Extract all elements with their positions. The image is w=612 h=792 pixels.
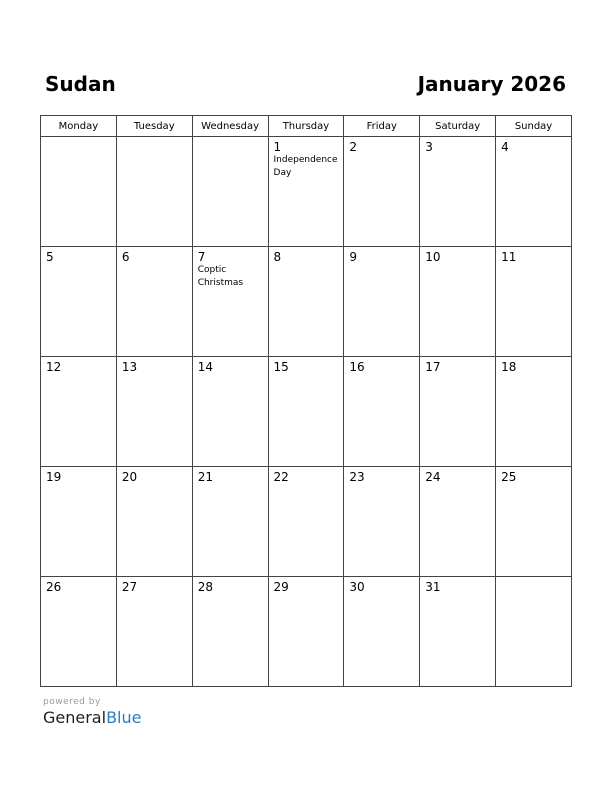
day-number: 14: [197, 360, 213, 374]
day-cell: [268, 577, 344, 687]
day-cell: [41, 357, 117, 467]
day-cell: [192, 467, 268, 577]
day-number: 5: [46, 250, 54, 264]
holiday-label: Coptic Christmas: [197, 265, 244, 288]
weekday-header: Tuesday: [116, 116, 192, 137]
day-number: 13: [121, 360, 138, 374]
week-row: [41, 467, 572, 577]
day-cell: [116, 577, 192, 687]
weekday-header: Monday: [41, 116, 117, 137]
day-number: 10: [425, 250, 441, 264]
day-number: 19: [46, 470, 62, 484]
day-cell: [41, 137, 117, 247]
weekday-header: Friday: [344, 116, 420, 137]
day-number: 1: [273, 140, 282, 154]
weekday-header: Wednesday: [192, 116, 268, 137]
day-number: 6: [121, 250, 130, 264]
day-number: 31: [425, 580, 441, 594]
day-cell: [496, 247, 572, 357]
powered-by-label: powered by: [43, 697, 101, 707]
brand-logo[interactable]: [43, 708, 141, 728]
weekday-header-row: [41, 116, 572, 137]
day-cell: [268, 137, 344, 247]
day-cell: [192, 137, 268, 247]
weekday-header: Sunday: [496, 116, 572, 137]
day-cell: [496, 357, 572, 467]
day-number: 3: [425, 140, 433, 154]
day-cell: [420, 357, 496, 467]
day-number: 11: [501, 250, 517, 264]
day-number: 8: [273, 250, 282, 264]
day-cell: [268, 247, 344, 357]
day-number: 18: [501, 360, 517, 374]
day-number: 2: [349, 140, 358, 154]
holiday-label: Independence Day: [273, 155, 338, 178]
week-row: [41, 137, 572, 247]
day-cell: [268, 467, 344, 577]
day-cell: [344, 137, 420, 247]
day-number: 25: [501, 470, 517, 484]
day-cell: [344, 247, 420, 357]
brand-name-general: General: [43, 708, 107, 727]
day-cell: [344, 467, 420, 577]
day-number: 30: [349, 580, 365, 594]
weekday-header: Thursday: [268, 116, 344, 137]
day-cell: [41, 247, 117, 357]
day-cell: [344, 577, 420, 687]
day-cell: [496, 467, 572, 577]
day-number: 28: [197, 580, 213, 594]
day-number: 29: [273, 580, 289, 594]
day-cell: [116, 357, 192, 467]
day-cell: [420, 137, 496, 247]
day-cell: [116, 137, 192, 247]
day-number: 27: [121, 580, 138, 594]
week-row: [41, 247, 572, 357]
week-row: [41, 357, 572, 467]
day-number: 17: [425, 360, 441, 374]
day-cell: [41, 577, 117, 687]
day-number: 22: [273, 470, 289, 484]
day-number: 21: [197, 470, 213, 484]
day-number: 7: [197, 250, 206, 264]
day-cell: [192, 247, 268, 357]
day-cell: [116, 247, 192, 357]
country-title: Sudan: [45, 72, 116, 96]
day-number: 4: [501, 140, 509, 154]
month-year-title: January 2026: [417, 72, 566, 96]
brand-name-blue: Blue: [106, 708, 142, 727]
day-cell: [496, 137, 572, 247]
day-number: 24: [425, 470, 441, 484]
day-number: 20: [121, 470, 138, 484]
day-cell: [420, 467, 496, 577]
calendar-grid: [40, 115, 572, 687]
day-cell: [344, 357, 420, 467]
week-row: [41, 577, 572, 687]
day-number: 9: [349, 250, 358, 264]
day-cell: [192, 357, 268, 467]
footer-branding: [43, 697, 141, 728]
day-cell: [268, 357, 344, 467]
day-number: 15: [273, 360, 289, 374]
day-cell: [192, 577, 268, 687]
day-number: 26: [46, 580, 62, 594]
day-number: 16: [349, 360, 365, 374]
weekday-header: Saturday: [420, 116, 496, 137]
day-cell: [420, 247, 496, 357]
day-cell: [41, 467, 117, 577]
day-cell: [420, 577, 496, 687]
day-cell: [496, 577, 572, 687]
day-cell: [116, 467, 192, 577]
day-number: 23: [349, 470, 365, 484]
day-number: 12: [46, 360, 62, 374]
